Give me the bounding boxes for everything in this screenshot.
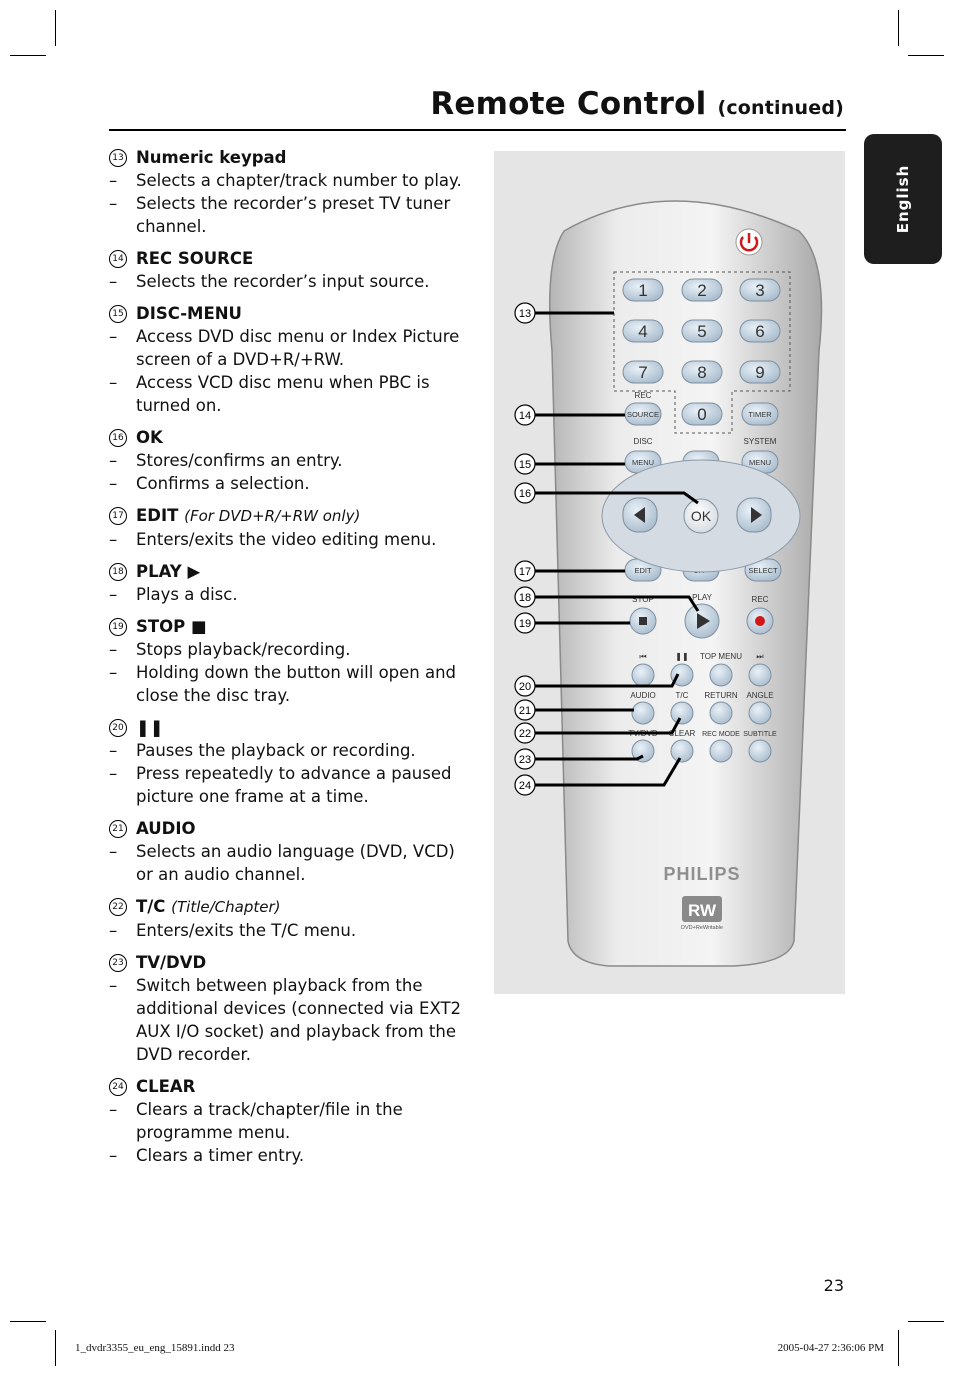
small-key bbox=[710, 664, 732, 686]
remote-control-illustration bbox=[494, 151, 845, 994]
item-title: OK bbox=[136, 428, 163, 447]
stop-label: STOP bbox=[632, 595, 654, 604]
item-line: – Plays a disc. bbox=[109, 585, 238, 604]
item-number: 24 bbox=[109, 1078, 127, 1096]
crop-mark bbox=[10, 55, 46, 56]
small-key bbox=[749, 664, 771, 686]
item-note: (For DVD+R/+RW only) bbox=[184, 507, 361, 525]
item-heading bbox=[109, 615, 474, 638]
recmode-label: REC MODE bbox=[702, 731, 740, 738]
item-title: EDIT bbox=[136, 506, 179, 525]
small-key bbox=[749, 740, 771, 762]
item-title: CLEAR bbox=[136, 1077, 196, 1096]
item-number: 19 bbox=[109, 618, 127, 636]
callout-number: 13 bbox=[518, 308, 532, 320]
callout-number: 20 bbox=[518, 681, 532, 693]
item-number: 14 bbox=[109, 250, 127, 268]
item-line: – Confirms a selection. bbox=[109, 474, 310, 493]
item-line: – Clears a track/chapter/file in the programme menu. bbox=[109, 1100, 403, 1142]
next-icon: ⏭ bbox=[756, 652, 764, 661]
item-line: – Selects an audio language (DVD, VCD) or an audio channel. bbox=[109, 842, 455, 884]
item-title: DISC-MENU bbox=[136, 304, 242, 323]
item-line: – Stores/confirms an entry. bbox=[109, 451, 343, 470]
callout-number: 16 bbox=[518, 488, 532, 500]
digit-key bbox=[740, 320, 780, 342]
footer-file-info: 1_dvdr3355_eu_eng_15891.indd 23 bbox=[75, 1342, 235, 1354]
key-label: TIMER bbox=[748, 410, 772, 419]
page-title: Remote Control (continued) bbox=[430, 86, 844, 122]
item-heading bbox=[109, 951, 474, 974]
item-number: 18 bbox=[109, 563, 127, 581]
item-line: – Access VCD disc menu when PBC is turned on. bbox=[109, 373, 430, 415]
crop-mark bbox=[55, 1330, 56, 1366]
item-line: – Selects the recorder’s input source. bbox=[109, 272, 430, 291]
item-number: 15 bbox=[109, 305, 127, 323]
item-heading bbox=[109, 504, 474, 528]
tvdvd-label: TV/DVD bbox=[628, 729, 658, 738]
item-title: ❚❚ bbox=[136, 718, 164, 737]
item-heading bbox=[109, 426, 474, 449]
item-heading bbox=[109, 247, 474, 270]
callout-number: 22 bbox=[518, 728, 532, 740]
item-heading bbox=[109, 146, 474, 169]
rw-logo: RW bbox=[687, 901, 717, 920]
item-title: STOP ■ bbox=[136, 617, 207, 636]
digit-label: 0 bbox=[697, 405, 707, 424]
prev-icon: ⏮ bbox=[639, 652, 647, 661]
key-label: SELECT bbox=[748, 566, 778, 575]
crop-mark bbox=[898, 1330, 899, 1366]
system-label: SYSTEM bbox=[743, 437, 777, 446]
item-line: – Switch between playback from the additional devices (connected via EXT2 AUX I/O socket) and playback from the DVD recorder. bbox=[109, 976, 462, 1064]
item-line: – Enters/exits the T/C menu. bbox=[109, 921, 357, 940]
description-item bbox=[109, 895, 474, 942]
crop-mark bbox=[908, 1321, 944, 1322]
philips-logo: PHILIPS bbox=[663, 864, 741, 884]
digit-label: 8 bbox=[697, 363, 707, 382]
button-descriptions bbox=[109, 146, 474, 1176]
rec-symbol bbox=[755, 616, 765, 626]
small-key bbox=[710, 702, 732, 724]
item-number: 22 bbox=[109, 898, 127, 916]
description-item bbox=[109, 560, 474, 606]
digit-key bbox=[740, 279, 780, 301]
ok-key-label: OK bbox=[690, 508, 712, 524]
item-line: – Access DVD disc menu or Index Picture screen of a DVD+R/+RW. bbox=[109, 327, 460, 369]
remote-illustration-panel bbox=[494, 151, 845, 994]
play-label: PLAY bbox=[692, 593, 712, 602]
digit-key bbox=[682, 279, 722, 301]
item-title: Numeric keypad bbox=[136, 148, 287, 167]
rec-label: REC bbox=[634, 391, 652, 400]
key-label: SOURCE bbox=[626, 410, 660, 419]
item-line: – Stops playback/recording. bbox=[109, 640, 351, 659]
digit-key bbox=[740, 361, 780, 383]
key-label: MENU bbox=[631, 458, 655, 467]
description-item bbox=[109, 817, 474, 886]
crop-mark bbox=[10, 1321, 46, 1322]
description-item bbox=[109, 1075, 474, 1167]
digit-label: 7 bbox=[638, 363, 648, 382]
callout-number: 17 bbox=[518, 566, 532, 578]
title-continued: (continued) bbox=[717, 97, 844, 119]
language-tab-label: English bbox=[894, 164, 912, 234]
rw-logo-subtitle: DVD+ReWritable bbox=[681, 925, 723, 931]
page-number: 23 bbox=[823, 1276, 844, 1295]
small-key bbox=[632, 664, 654, 686]
clear-label: CLEAR bbox=[668, 729, 696, 738]
item-number: 20 bbox=[109, 719, 127, 737]
item-note: (Title/Chapter) bbox=[171, 898, 281, 916]
tc-label: T/C bbox=[675, 691, 689, 700]
item-title: TV/DVD bbox=[136, 953, 207, 972]
small-key bbox=[749, 702, 771, 724]
item-heading bbox=[109, 716, 474, 739]
disc-label: DISC bbox=[633, 437, 653, 446]
item-heading bbox=[109, 895, 474, 919]
item-title: REC SOURCE bbox=[136, 249, 254, 268]
callout-number: 14 bbox=[518, 410, 532, 422]
small-key bbox=[671, 740, 693, 762]
item-line: – Enters/exits the video editing menu. bbox=[109, 530, 437, 549]
item-number: 23 bbox=[109, 954, 127, 972]
digit-label: 2 bbox=[697, 281, 707, 300]
audio-label: AUDIO bbox=[630, 691, 656, 700]
stop-symbol bbox=[639, 617, 647, 625]
digit-label: 3 bbox=[755, 281, 765, 300]
item-heading bbox=[109, 302, 474, 325]
angle-label: ANGLE bbox=[746, 691, 774, 700]
callout-number: 19 bbox=[518, 618, 532, 630]
pause-icon: ❚❚ bbox=[675, 652, 689, 661]
description-item bbox=[109, 247, 474, 293]
item-line: – Selects a chapter/track number to play. bbox=[109, 171, 462, 190]
small-key bbox=[710, 740, 732, 762]
item-line: – Selects the recorder’s preset TV tuner channel. bbox=[109, 194, 451, 236]
digit-key bbox=[623, 279, 663, 301]
digit-label: 1 bbox=[638, 281, 648, 300]
callout-number: 21 bbox=[518, 705, 532, 717]
key-label: MENU bbox=[748, 458, 772, 467]
item-line: – Holding down the button will open and close the disc tray. bbox=[109, 663, 457, 705]
language-tab bbox=[864, 134, 942, 264]
description-item bbox=[109, 146, 474, 238]
digit-key bbox=[623, 320, 663, 342]
crop-mark bbox=[898, 10, 899, 46]
footer-timestamp: 2005-04-27 2:36:06 PM bbox=[777, 1342, 884, 1354]
small-key bbox=[671, 702, 693, 724]
description-item bbox=[109, 504, 474, 551]
return-label: RETURN bbox=[704, 691, 738, 700]
item-heading bbox=[109, 560, 474, 583]
item-number: 17 bbox=[109, 507, 127, 525]
description-item bbox=[109, 951, 474, 1066]
digit-key bbox=[623, 361, 663, 383]
item-number: 16 bbox=[109, 429, 127, 447]
digit-label: 5 bbox=[697, 322, 707, 341]
item-heading bbox=[109, 817, 474, 840]
timer-key bbox=[742, 403, 778, 425]
digit-key bbox=[682, 361, 722, 383]
callout-number: 24 bbox=[518, 780, 532, 792]
item-title: PLAY ▶ bbox=[136, 562, 201, 581]
top-menu-label: TOP MENU bbox=[700, 652, 742, 661]
description-item bbox=[109, 615, 474, 707]
play-key bbox=[685, 604, 719, 638]
crop-mark bbox=[908, 55, 944, 56]
callout-number: 23 bbox=[518, 754, 532, 766]
key-label: EDIT bbox=[634, 566, 652, 575]
item-heading bbox=[109, 1075, 474, 1098]
source-key bbox=[625, 403, 661, 425]
small-key bbox=[632, 702, 654, 724]
item-number: 21 bbox=[109, 820, 127, 838]
item-line: – Clears a timer entry. bbox=[109, 1146, 305, 1165]
digit-label: 9 bbox=[755, 363, 765, 382]
digit-label: 4 bbox=[638, 322, 648, 341]
digit-key bbox=[682, 403, 722, 425]
item-line: – Pauses the playback or recording. bbox=[109, 741, 416, 760]
description-item bbox=[109, 302, 474, 417]
description-item bbox=[109, 426, 474, 495]
digit-label: 6 bbox=[755, 322, 765, 341]
item-number: 13 bbox=[109, 149, 127, 167]
item-line: – Press repeatedly to advance a paused picture one frame at a time. bbox=[109, 764, 452, 806]
description-item bbox=[109, 716, 474, 808]
rec-label-2: REC bbox=[751, 595, 769, 604]
title-rule bbox=[109, 129, 846, 131]
item-title: T/C bbox=[136, 897, 166, 916]
subtitle-label: SUBTITLE bbox=[743, 731, 777, 738]
callout-number: 15 bbox=[518, 459, 532, 471]
item-title: AUDIO bbox=[136, 819, 196, 838]
digit-key bbox=[682, 320, 722, 342]
callout-number: 18 bbox=[518, 592, 532, 604]
crop-mark bbox=[55, 10, 56, 46]
